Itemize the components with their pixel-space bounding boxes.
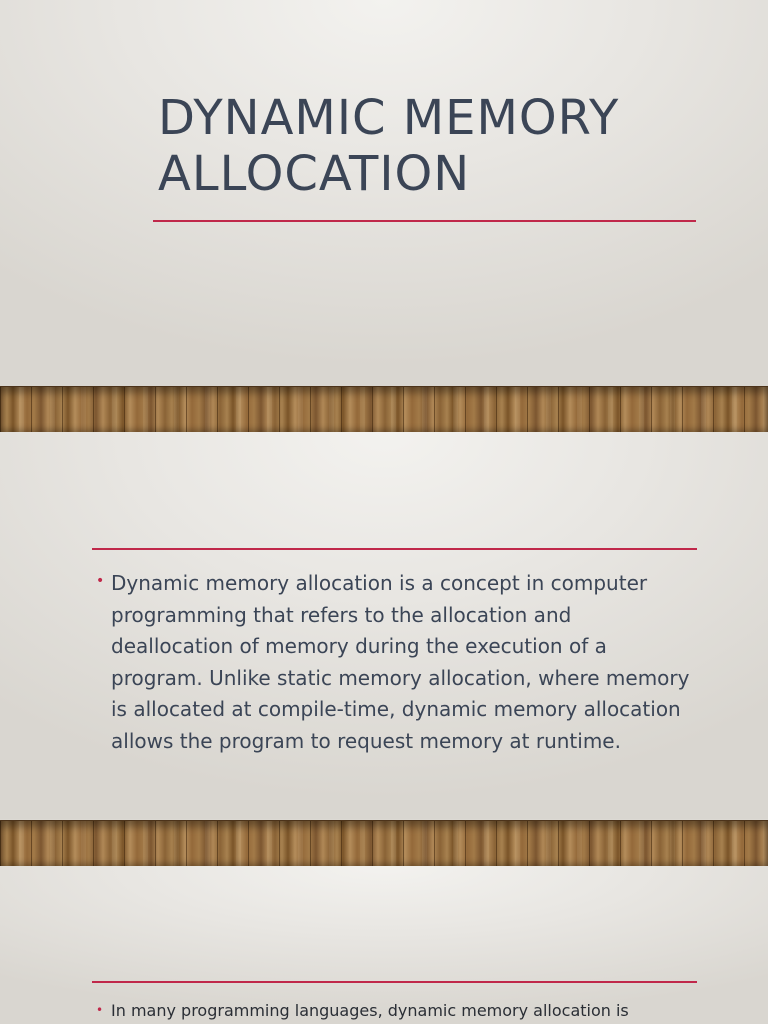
- wood-floor-divider: [0, 386, 768, 434]
- bullet-list: [96, 568, 696, 757]
- slide-title: [0, 0, 768, 386]
- header-rule: [92, 548, 697, 550]
- header-rule: [92, 981, 697, 983]
- bullet-item: [96, 568, 696, 757]
- title-underline: [153, 220, 696, 222]
- slide-content-1: [0, 432, 768, 819]
- slide-content-2: [0, 866, 768, 1024]
- bullet-dot-icon: •: [96, 573, 105, 589]
- bullet-text: Dynamic memory allocation is a concept in computer programming that refers to the allocation and deallocation of memory during the execution of a program. Unlike static memory allocation, where memory is allocated at compile-time, dynamic memory allocation allows the program to request memory at runtime.: [111, 571, 690, 753]
- bullet-item: [96, 1000, 696, 1022]
- slide-title-text: DYNAMIC MEMORY ALLOCATION: [158, 90, 620, 202]
- wood-floor-divider: [0, 820, 768, 868]
- bullet-text: In many programming languages, dynamic memory allocation is: [111, 1001, 629, 1020]
- bullet-dot-icon: •: [96, 1003, 104, 1017]
- bullet-list: [96, 1000, 696, 1022]
